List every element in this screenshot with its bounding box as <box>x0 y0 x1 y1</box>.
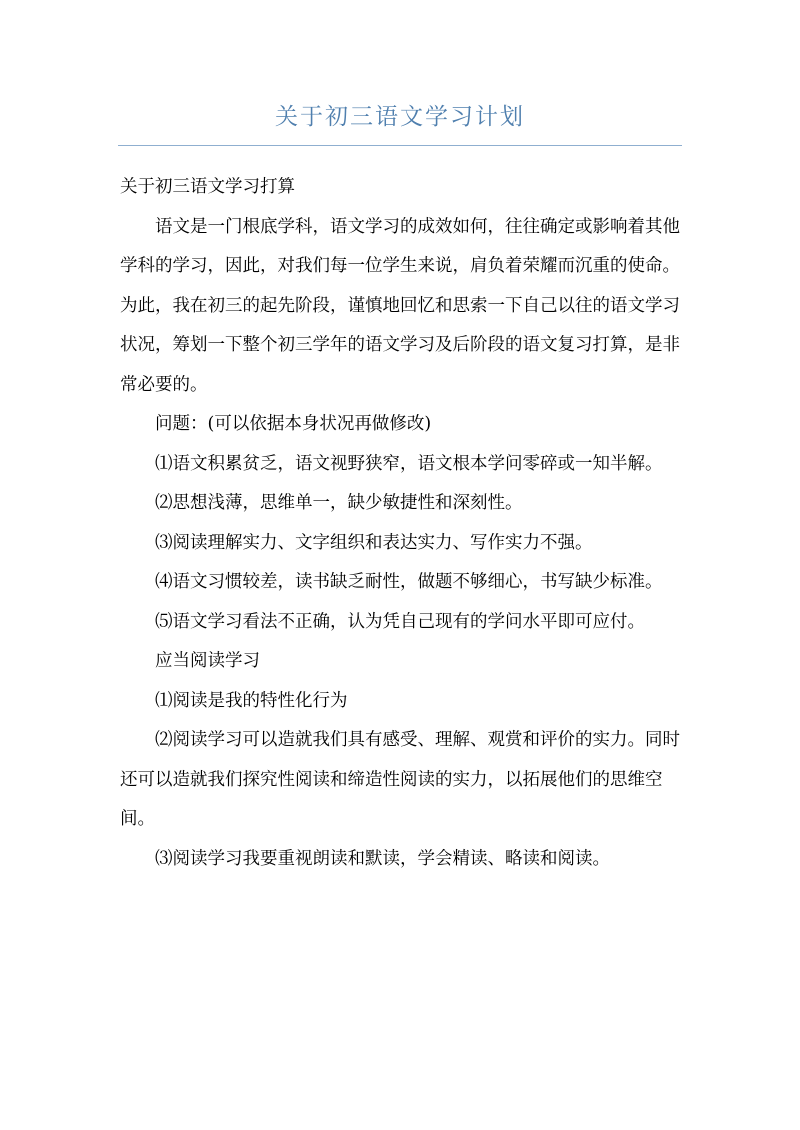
problem-item-2: ⑵思想浅薄，思维单一，缺少敏捷性和深刻性。 <box>155 493 523 513</box>
problem-item-4: ⑷语文习惯较差，读书缺乏耐性，做题不够细心，书写缺少标准。 <box>155 572 663 592</box>
reading-item-1: ⑴阅读是我的特性化行为 <box>155 690 348 711</box>
reading-item-2: ⑵阅读学习可以造就我们具有感受、理解、观赏和评价的实力。同时还可以造就我们探究性阅读和缔造性阅读的实力，以拓展他们的思维空间。 <box>120 730 680 829</box>
title-divider <box>118 145 682 146</box>
reading-heading: 应当阅读学习 <box>155 651 260 671</box>
problems-heading: 问题：(可以依据本身状况再做修改) <box>155 414 432 434</box>
intro-paragraph: 语文是一门根底学科，语文学习的成效如何，往往确定或影响着其他学科的学习，因此，对我们每一位学生来说，肩负着荣耀而沉重的使命。为此，我在初三的起先阶段，谨慎地回忆和思索一下自己以往的语文学习状况，筹划一下整个初三学年的语文学习及后阶段的语文复习打算，是非常必要的。 <box>120 216 680 395</box>
document-body <box>120 168 692 879</box>
reading-item-3: ⑶阅读学习我要重视朗读和默读，学会精读、略读和阅读。 <box>155 848 610 869</box>
document-title: 关于初三语文学习计划 <box>275 104 525 130</box>
section-heading: 关于初三语文学习打算 <box>120 177 295 197</box>
problem-item-3: ⑶阅读理解实力、文字组织和表达实力、写作实力不强。 <box>155 532 593 553</box>
problem-item-1: ⑴语文积累贫乏，语文视野狭窄，语文根本学问零碎或一知半解。 <box>155 453 663 474</box>
problem-item-5: ⑸语文学习看法不正确，认为凭自己现有的学问水平即可应付。 <box>155 611 645 632</box>
